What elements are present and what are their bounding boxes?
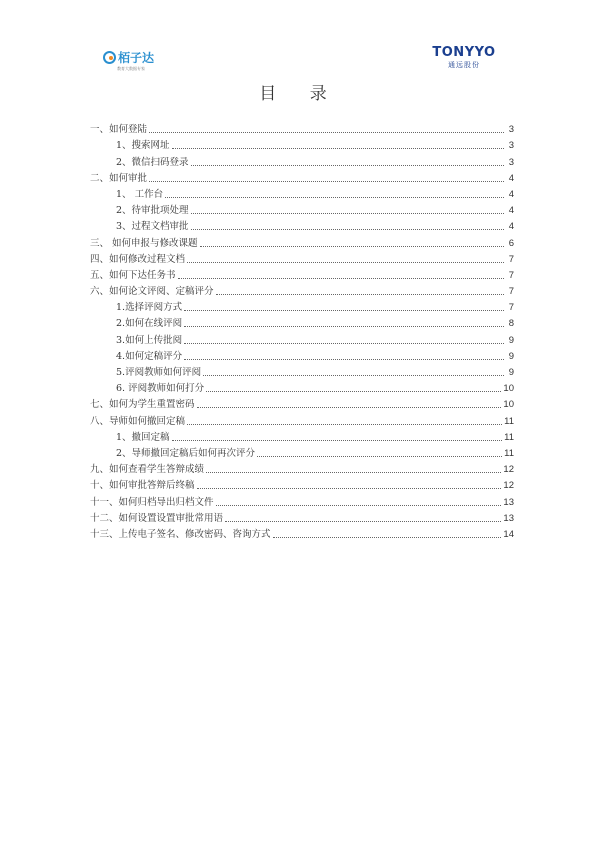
toc-entry-page-number: 10	[503, 399, 514, 411]
toc-entry-page-number: 9	[508, 334, 514, 346]
dot-leader	[187, 261, 504, 263]
dot-leader	[184, 342, 504, 344]
dot-leader	[206, 390, 501, 392]
toc-entry-label: 2、待审批项处理	[116, 205, 189, 217]
toc-entry[interactable]	[90, 120, 514, 136]
toc-entry[interactable]	[90, 152, 514, 168]
dot-leader	[197, 487, 502, 489]
dot-leader	[197, 406, 502, 408]
toc-entry[interactable]	[90, 460, 514, 476]
toc-entry-page-number: 13	[503, 496, 514, 508]
toc-entry[interactable]	[90, 444, 514, 460]
dot-leader	[184, 309, 504, 311]
dot-leader	[216, 293, 504, 295]
toc-entry-page-number: 7	[508, 302, 514, 314]
toc-entry-page-number: 4	[508, 205, 514, 217]
toc-entry-label: 2、导师撤回定稿后如何再次评分	[116, 447, 256, 459]
toc-entry-label: 八、导师如何撤回定稿	[90, 415, 186, 427]
dot-leader	[191, 228, 504, 230]
toc-entry-label: 十一、如何归档导出归档文件	[90, 496, 214, 508]
toc-entry[interactable]	[90, 282, 514, 298]
dot-leader	[165, 196, 504, 198]
dot-leader	[149, 131, 504, 133]
dot-leader	[172, 439, 503, 441]
right-logo-subtitle: 通远股份	[448, 61, 480, 69]
dot-leader	[257, 455, 502, 457]
toc-entry[interactable]	[90, 169, 514, 185]
toc-entry-label: 1.选择评阅方式	[116, 302, 183, 314]
toc-entry-page-number: 11	[504, 431, 514, 443]
table-of-contents	[90, 120, 514, 541]
toc-entry[interactable]	[90, 217, 514, 233]
toc-entry-page-number: 11	[504, 415, 514, 427]
toc-entry-label: 1、搜索网址	[116, 140, 170, 152]
toc-entry-page-number: 8	[508, 318, 514, 330]
toc-entry[interactable]	[90, 233, 514, 249]
right-logo-name: TONYYO	[432, 45, 496, 60]
toc-entry-label: 1、 工作台	[116, 188, 164, 200]
toc-entry-label: 2.如何在线评阅	[116, 318, 183, 330]
company-logo-left	[103, 48, 163, 74]
toc-entry[interactable]	[90, 492, 514, 508]
toc-entry[interactable]	[90, 266, 514, 282]
toc-entry-page-number: 3	[508, 124, 514, 136]
toc-entry-label: 九、如何查看学生答辩成绩	[90, 464, 205, 476]
toc-entry-label: 4.如何定稿评分	[116, 350, 183, 362]
toc-entry-page-number: 4	[508, 221, 514, 233]
dot-leader	[216, 504, 502, 506]
toc-entry[interactable]	[90, 347, 514, 363]
toc-entry-label: 七、如何为学生重置密码	[90, 399, 195, 411]
toc-entry-label: 3、过程文档审批	[116, 221, 189, 233]
company-logo-right	[428, 46, 500, 72]
dot-leader	[178, 277, 504, 279]
toc-entry-label: 五、如何下达任务书	[90, 269, 176, 281]
toc-entry-page-number: 7	[508, 253, 514, 265]
toc-entry-label: 十、如何审批答辩后终稿	[90, 480, 195, 492]
toc-entry-page-number: 9	[508, 367, 514, 378]
toc-entry[interactable]	[90, 298, 514, 314]
dot-leader	[273, 536, 502, 538]
toc-entry[interactable]	[90, 509, 514, 525]
toc-entry[interactable]	[90, 379, 514, 395]
toc-entry-page-number: 12	[503, 464, 514, 476]
toc-entry-page-number: 7	[508, 269, 514, 281]
toc-entry[interactable]	[90, 428, 514, 444]
dot-leader	[225, 520, 501, 522]
dot-leader	[191, 212, 504, 214]
toc-entry-label: 十三、上传电子签名、修改密码、咨询方式	[90, 528, 271, 540]
ring-logo-icon	[103, 51, 116, 64]
toc-entry[interactable]	[90, 395, 514, 411]
dot-leader	[184, 325, 504, 327]
toc-entry[interactable]	[90, 314, 514, 330]
toc-entry-page-number: 3	[508, 140, 514, 152]
toc-entry[interactable]	[90, 363, 514, 379]
toc-entry-page-number: 10	[503, 383, 514, 395]
dot-leader	[149, 180, 504, 182]
toc-entry-page-number: 9	[508, 350, 514, 362]
toc-entry[interactable]	[90, 411, 514, 427]
toc-entry-page-number: 6	[508, 237, 514, 249]
toc-entry-label: 2、微信扫码登录	[116, 156, 189, 168]
toc-entry-page-number: 14	[503, 528, 514, 540]
toc-entry-page-number: 4	[508, 172, 514, 184]
dot-leader	[191, 164, 504, 166]
toc-entry-label: 二、如何审批	[90, 172, 148, 184]
toc-entry-label: 1、撤回定稿	[116, 431, 170, 443]
toc-entry[interactable]	[90, 330, 514, 346]
toc-entry-page-number: 11	[504, 447, 514, 459]
toc-entry-label: 六、如何论文评阅、定稿评分	[90, 286, 214, 298]
toc-entry[interactable]	[90, 250, 514, 266]
toc-entry-label: 6. 评阅教师如何打分	[116, 383, 205, 395]
left-logo-name: 栢子达	[118, 51, 155, 65]
toc-entry[interactable]	[90, 201, 514, 217]
dot-leader	[172, 147, 504, 149]
toc-entry-page-number: 12	[503, 480, 514, 492]
toc-entry-label: 3.如何上传批阅	[116, 334, 183, 346]
dot-leader	[206, 471, 501, 473]
toc-entry-page-number: 13	[503, 512, 514, 524]
toc-entry-label: 十二、如何设置设置审批常用语	[90, 512, 224, 524]
toc-entry-page-number: 3	[508, 156, 514, 168]
toc-entry[interactable]	[90, 525, 514, 541]
left-logo-tagline: 教育大数据专家	[117, 66, 145, 71]
dot-leader	[187, 423, 502, 425]
toc-entry[interactable]	[90, 476, 514, 492]
toc-entry-label: 一、如何登陆	[90, 124, 148, 136]
toc-entry[interactable]	[90, 136, 514, 152]
toc-entry-label: 四、如何修改过程文档	[90, 253, 186, 265]
toc-entry-page-number: 7	[508, 286, 514, 298]
dot-leader	[200, 245, 504, 247]
toc-entry[interactable]	[90, 185, 514, 201]
page-title: 目 录	[259, 84, 341, 104]
toc-entry-page-number: 4	[508, 188, 514, 200]
dot-leader	[203, 374, 504, 376]
dot-leader	[184, 358, 504, 360]
toc-entry-label: 三、 如何申报与修改课题	[90, 237, 198, 249]
toc-entry-label: 5.评阅教师如何评阅	[116, 367, 202, 378]
